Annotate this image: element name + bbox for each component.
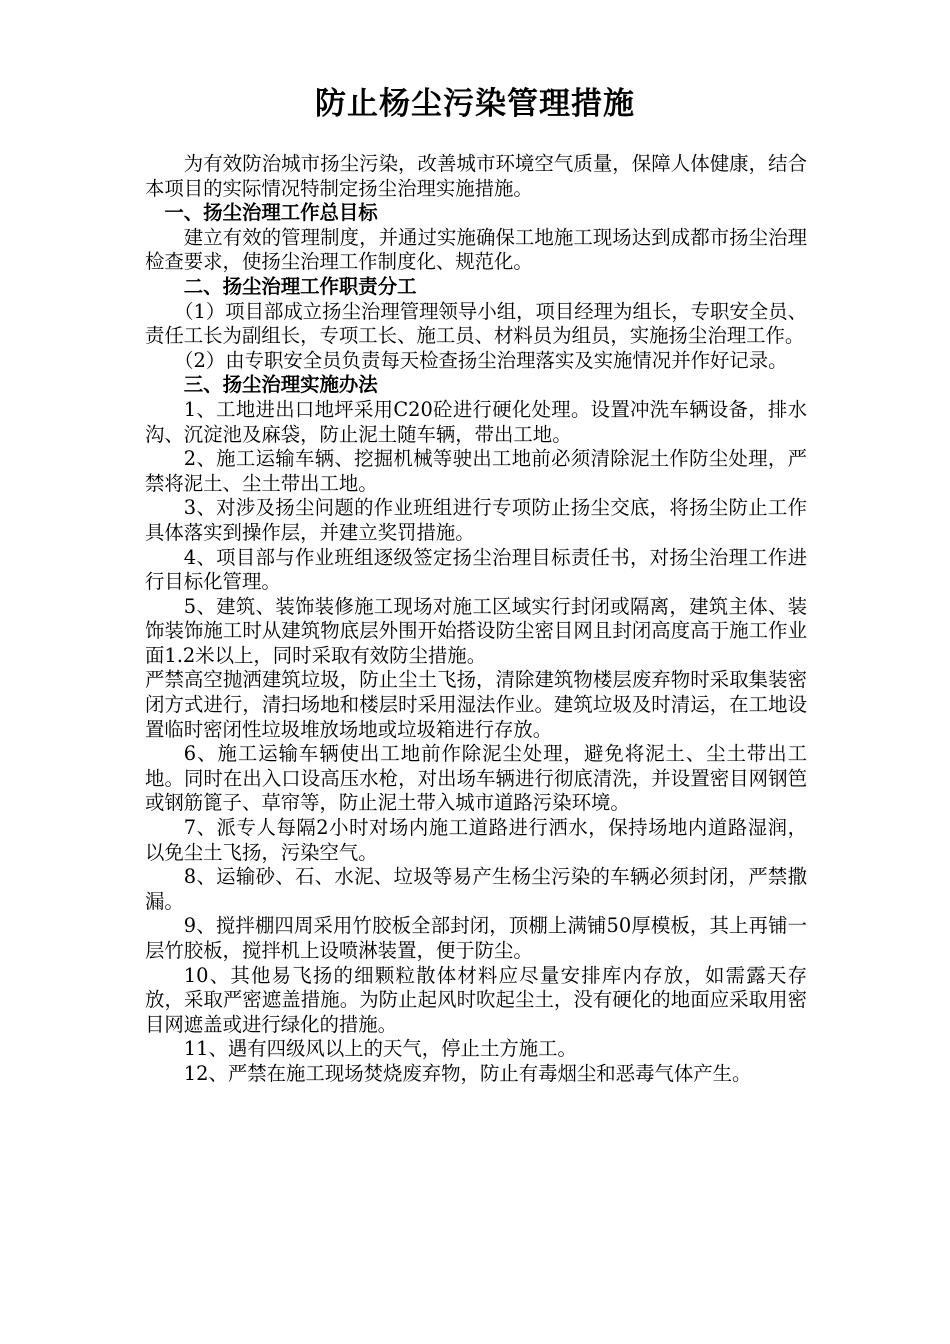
- measure-8: 8、运输砂、石、水泥、垃圾等易产生杨尘污染的车辆必须封闭，严禁撒漏。: [145, 865, 807, 913]
- goal-paragraph: 建立有效的管理制度，并通过实施确保工地施工现场达到成都市扬尘治理检查要求，使扬尘治理工作制度化、规范化。: [145, 225, 807, 274]
- intro-paragraph: 为有效防治城市扬尘污染，改善城市环境空气质量，保障人体健康，结合本项目的实际情况特制定扬尘治理实施措施。: [145, 152, 807, 200]
- measure-11: 11、遇有四级风以上的天气，停止土方施工。: [183, 1037, 577, 1061]
- responsibility-item-1: （1）项目部成立扬尘治理管理领导小组，项目经理为组长，专职安全员、责任工长为副组长，专项工长、施工员、材料员为组员，实施扬尘治理工作。: [145, 299, 807, 348]
- measure-12: 12、严禁在施工现场焚烧废弃物，防止有毒烟尘和恶毒气体产生。: [183, 1061, 752, 1085]
- section-heading-measures: 三、扬尘治理实施办法: [183, 373, 378, 397]
- measure-5-continued: 严禁高空抛洒建筑垃圾，防止尘土飞扬，清除建筑物楼层废弃物时采取集装密闭方式进行，清扫场地和楼层时采用湿法作业。建筑垃圾及时清运，在工地设置临时密闭性垃圾堆放场地或垃圾箱进行存放。: [145, 668, 807, 741]
- measure-4: 4、项目部与作业班组逐级签定扬尘治理目标责任书，对扬尘治理工作进行目标化管理。: [145, 545, 807, 594]
- measure-9: 9、搅拌棚四周采用竹胶板全部封闭，顶棚上满铺50厚模板，其上再铺一层竹胶板，搅拌机上设喷淋装置，便于防尘。: [145, 914, 807, 962]
- measure-1: 1、工地进出口地坪采用C20砼进行硬化处理。设置冲洗车辆设备，排水沟、沉淀池及麻袋，防止泥土随车辆，带出工地。: [145, 397, 807, 446]
- measure-5: 5、建筑、装饰装修施工现场对施工区域实行封闭或隔离，建筑主体、装饰装饰施工时从建筑物底层外围开始搭设防尘密目网且封闭高度高于施工作业面1.2米以上，同时采取有效防尘措施。: [145, 594, 807, 667]
- section-heading-responsibilities: 二、扬尘治理工作职责分工: [183, 274, 417, 298]
- measure-7: 7、派专人每隔2小时对场内施工道路进行洒水，保持场地内道路湿润，以免尘土飞扬，污染空气。: [145, 816, 807, 864]
- measure-3: 3、对涉及扬尘问题的作业班组进行专项防止扬尘交底，将扬尘防止工作具体落实到操作层，并建立奖罚措施。: [145, 496, 807, 544]
- section-heading-goal: 一、扬尘治理工作总目标: [164, 201, 378, 225]
- measure-10: 10、其他易飞扬的细颗粒散体材料应尽量安排库内存放，如需露天存放，采取严密遮盖措施。为防止起风时吹起尘土，没有硬化的地面应采取用密目网遮盖或进行绿化的措施。: [145, 963, 807, 1036]
- measure-6: 6、施工运输车辆使出工地前作除泥尘处理，避免将泥土、尘土带出工地。同时在出入口设高压水枪，对出场车辆进行彻底清洗，并设置密目网钢笆或钢筋篦子、草帘等，防止泥土带入城市道路污染环境。: [145, 742, 807, 815]
- measure-2: 2、施工运输车辆、挖掘机械等驶出工地前必须清除泥土作防尘处理，严禁将泥土、尘土带出工地。: [145, 447, 807, 495]
- document-body: [145, 152, 807, 1087]
- document-title: 防止杨尘污染管理措施: [315, 86, 635, 122]
- responsibility-item-2: （2）由专职安全员负责每天检查扬尘治理落实及实施情况并作好记录。: [174, 348, 788, 372]
